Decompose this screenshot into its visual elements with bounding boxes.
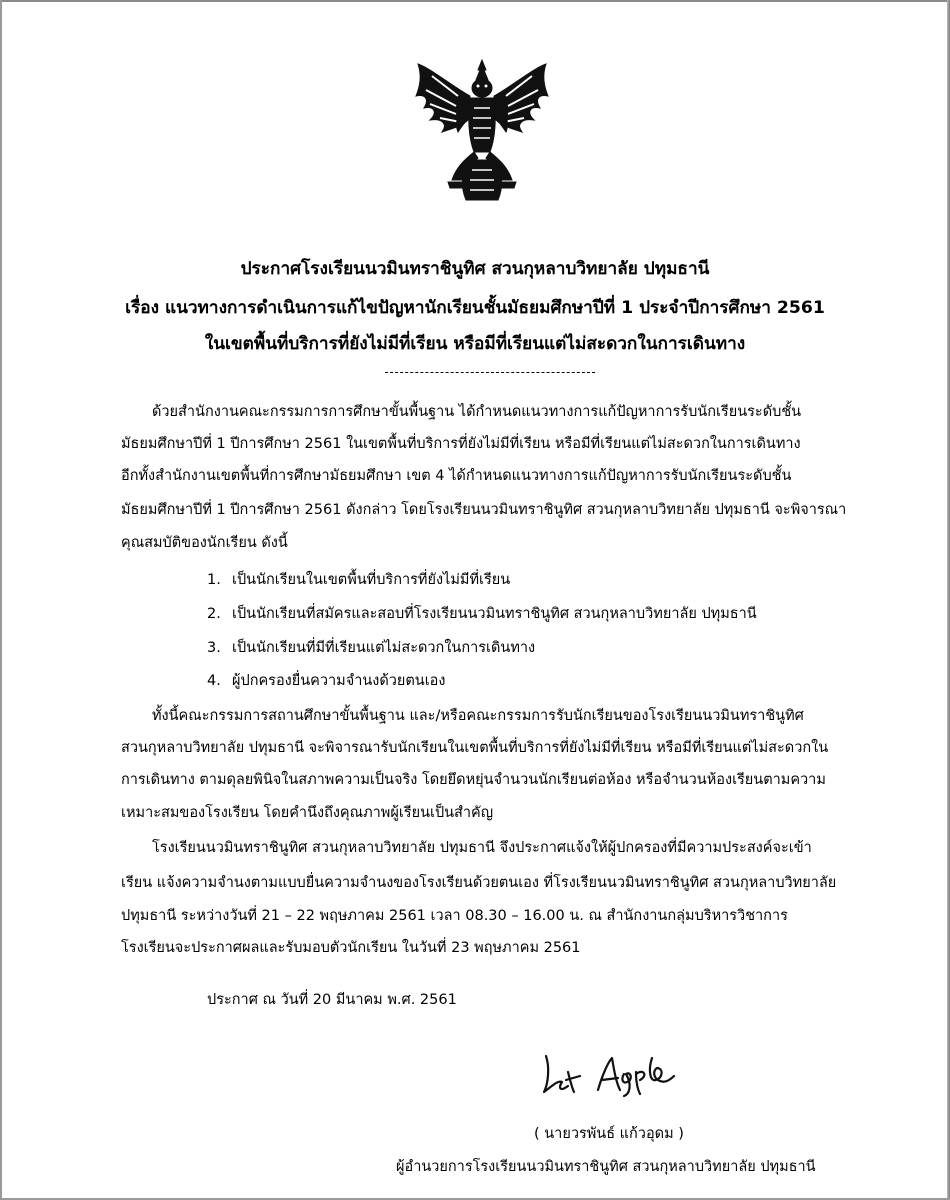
criteria-item: ผู้ปกครองยื่นความจำนงด้วยตนเอง: [232, 673, 446, 689]
criteria-number: 2.: [207, 606, 221, 622]
criteria-item: เป็นนักเรียนที่สมัครและสอบที่โรงเรียนนวมินทราชินูทิศ สวนกุหลาบวิทยาลัย ปทุมธานี: [232, 606, 757, 622]
paragraph-line: เรียน แจ้งความจำนงตามแบบยื่นความจำนงของโรงเรียนด้วยตนเอง ที่โรงเรียนนวมินทราชินูทิศ สวนกุหลาบวิทยาลัย: [121, 875, 837, 891]
paragraph-line: สวนกุหลาบวิทยาลัย ปทุมธานี จะพิจารณารับนักเรียนในเขตพื้นที่บริการที่ยังไม่มีที่เรียน หรือมีที่เรียนแต่ไม่สะดวกใน: [121, 740, 829, 756]
paragraph-line: การเดินทาง ตามดุลยพินิจในสภาพความเป็นจริง โดยยึดหยุ่นจำนวนนักเรียนต่อห้อง หรือจำนวนห้องเรียนตามความ: [121, 772, 826, 788]
subject-line-continued: ในเขตพื้นที่บริการที่ยังไม่มีที่เรียน หรือมีที่เรียนแต่ไม่สะดวกในการเดินทาง: [204, 334, 746, 354]
garuda-emblem-icon: [412, 56, 552, 206]
page-border-left: [0, 0, 2, 1200]
paragraph-line: เหมาะสมของโรงเรียน โดยคำนึงถึงคุณภาพผู้เรียนเป็นสำคัญ: [121, 805, 494, 821]
page-border-top: [0, 0, 950, 2]
paragraph-line: มัธยมศึกษาปีที่ 1 ปีการศึกษา 2561 ในเขตพื้นที่บริการที่ยังไม่มีที่เรียน หรือมีที่เรียนแต่ไม่สะดวกในการเดินทาง: [121, 436, 801, 452]
signatory-position: ผู้อำนวยการโรงเรียนนวมินทราชินูทิศ สวนกุหลาบวิทยาลัย ปทุมธานี: [396, 1159, 816, 1175]
paragraph-line: อีกทั้งสำนักงานเขตพื้นที่การศึกษามัธยมศึกษา เขต 4 ได้กำหนดแนวทางการแก้ปัญหาการรับนักเรียนระดับชั้น: [121, 468, 792, 484]
announcement-title: ประกาศโรงเรียนนวมินทราชินูทิศ สวนกุหลาบวิทยาลัย ปทุมธานี: [240, 259, 710, 279]
signatory-name: ( นายวรพันธ์ แก้วอุดม ): [534, 1126, 684, 1142]
paragraph-line: ปทุมธานี ระหว่างวันที่ 21 – 22 พฤษภาคม 2561 เวลา 08.30 – 16.00 น. ณ สำนักงานกลุ่มบริหารวิชาการ: [121, 908, 788, 924]
criteria-item: เป็นนักเรียนในเขตพื้นที่บริการที่ยังไม่มีที่เรียน: [232, 572, 511, 588]
paragraph-line: โรงเรียนจะประกาศผลและรับมอบตัวนักเรียน ในวันที่ 23 พฤษภาคม 2561: [121, 940, 581, 956]
signature-icon: [540, 1050, 680, 1100]
paragraph-line: ด้วยสำนักงานคณะกรรมการการศึกษาขั้นพื้นฐาน ได้กำหนดแนวทางการแก้ปัญหาการรับนักเรียนระดับชั้น: [152, 404, 802, 420]
criteria-number: 1.: [207, 572, 221, 588]
criteria-item: เป็นนักเรียนที่มีที่เรียนแต่ไม่สะดวกในการเดินทาง: [232, 640, 536, 656]
criteria-number: 3.: [207, 640, 221, 656]
paragraph-line: โรงเรียนนวมินทราชินูทิศ สวนกุหลาบวิทยาลัย ปทุมธานี จึงประกาศแจ้งให้ผู้ปกครองที่มีความประสงค์จะเข้า: [152, 840, 812, 856]
announcement-date: ประกาศ ณ วันที่ 20 มีนาคม พ.ศ. 2561: [207, 992, 457, 1008]
paragraph-line: ทั้งนี้คณะกรรมการสถานศึกษาขั้นพื้นฐาน และ/หรือคณะกรรมการรับนักเรียนของโรงเรียนนวมินทราชินูทิศ: [152, 708, 804, 724]
criteria-number: 4.: [207, 673, 221, 689]
title-divider: [385, 372, 595, 373]
paragraph-line: มัธยมศึกษาปีที่ 1 ปีการศึกษา 2561 ดังกล่าว โดยโรงเรียนนวมินทราชินูทิศ สวนกุหลาบวิทยาลัย ปทุมธานี จะพิจารณา: [121, 502, 847, 518]
subject-line: เรื่อง แนวทางการดำเนินการแก้ไขปัญหานักเรียนชั้นมัธยมศึกษาปีที่ 1 ประจำปีการศึกษา 2561: [125, 298, 825, 318]
paragraph-line: คุณสมบัติของนักเรียน ดังนี้: [121, 535, 288, 551]
